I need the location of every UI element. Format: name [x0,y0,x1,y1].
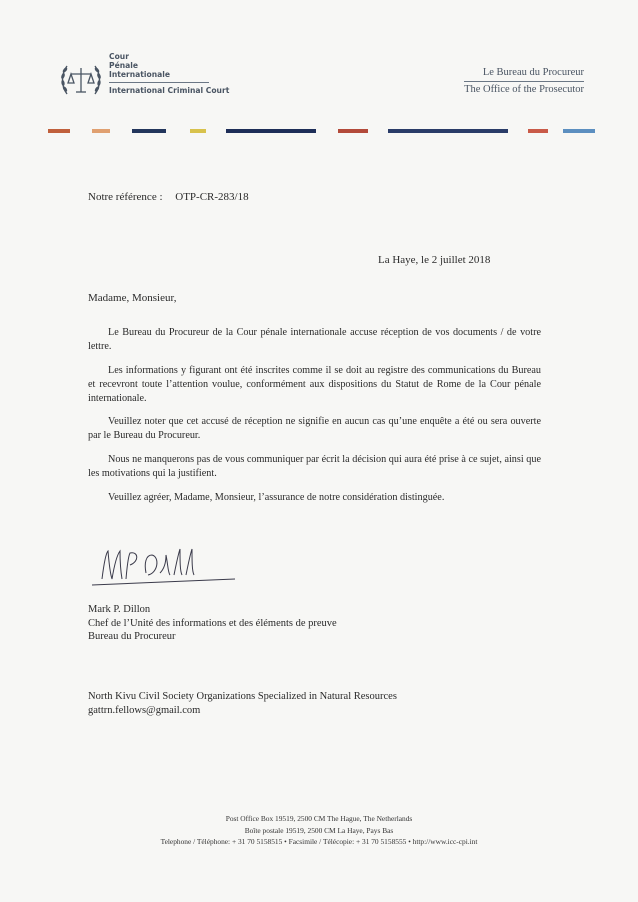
office-heading [464,66,584,97]
reference-value: OTP-CR-283/18 [175,191,249,203]
logo-line: International [109,86,165,95]
logo-line: Criminal [167,86,204,95]
recipient-email: gattrn.fellows@gmail.com [88,704,201,716]
logo-line: Internationale [109,70,171,79]
logo-line: Cour [109,52,129,61]
color-bar-segment [388,129,508,133]
signer-title: Chef de l’Unité des informations et des éléments de preuve [88,617,337,629]
paragraph: Veuillez agréer, Madame, Monsieur, l’assurance de notre considération distinguée. [108,492,445,503]
color-bar-segment [226,129,316,133]
signer-name: Mark P. Dillon [88,604,151,615]
reference [88,191,249,203]
handwritten-signature [90,543,240,593]
footer-line: Post Office Box 19519, 2500 CM The Hague, The Netherlands [225,814,413,823]
office-name-en: The Office of the Prosecutor [464,81,584,97]
logo-line: Pénale [109,61,138,70]
salutation: Madame, Monsieur, [88,292,177,304]
court-name-fr [109,52,170,79]
recipient-organization: North Kivu Civil Society Organizations Specialized in Natural Resources [88,691,397,702]
color-bar-segment [338,129,368,133]
logo-divider [109,82,209,83]
color-bar-segment [132,129,166,133]
color-bar-segment [92,129,110,133]
letter-date: La Haye, le 2 juillet 2018 [378,254,491,266]
paragraph: Veuillez noter que cet accusé de réception ne signifie en aucun cas qu’une enquête a été ou sera ouverte par le Bureau du Procureur. [88,416,541,441]
footer-line: Boîte postale 19519, 2500 CM La Haye, Pays Bas [244,825,394,835]
footer-line: Telephone / Téléphone: + 31 70 5158515 • Facsimile / Télécopie: + 31 70 5158555 • http://www.icc-cpi.int [160,837,478,846]
color-bar-segment [190,129,206,133]
paragraph: Nous ne manquerons pas de vous communiquer par écrit la décision qui aura été prise à ce sujet, ainsi que les motivations qui la justifient. [88,454,541,479]
paragraph: Le Bureau du Procureur de la Cour pénale internationale accuse réception de vos documents / de votre lettre. [88,327,541,352]
paragraph: Les informations y figurant ont été inscrites comme il se doit au registre des communications du Bureau et recevront toute l’attention voulue, conformément aux dispositions du Statut de Rome de la Cour pénale internationale. [88,365,541,404]
color-bar-segment [563,129,595,133]
footer-address [0,813,638,848]
header-color-bar [48,129,595,133]
office-name-fr: Le Bureau du Procureur [482,67,584,78]
court-name-en [109,86,229,95]
color-bar-segment [48,129,70,133]
color-bar-segment [528,129,548,133]
signer-block [88,603,337,644]
logo-line: Court [205,86,230,95]
signer-office: Bureau du Procureur [88,631,176,642]
reference-label: Notre référence : [88,191,163,203]
icc-emblem-icon [57,56,105,104]
recipient-block [88,690,397,717]
